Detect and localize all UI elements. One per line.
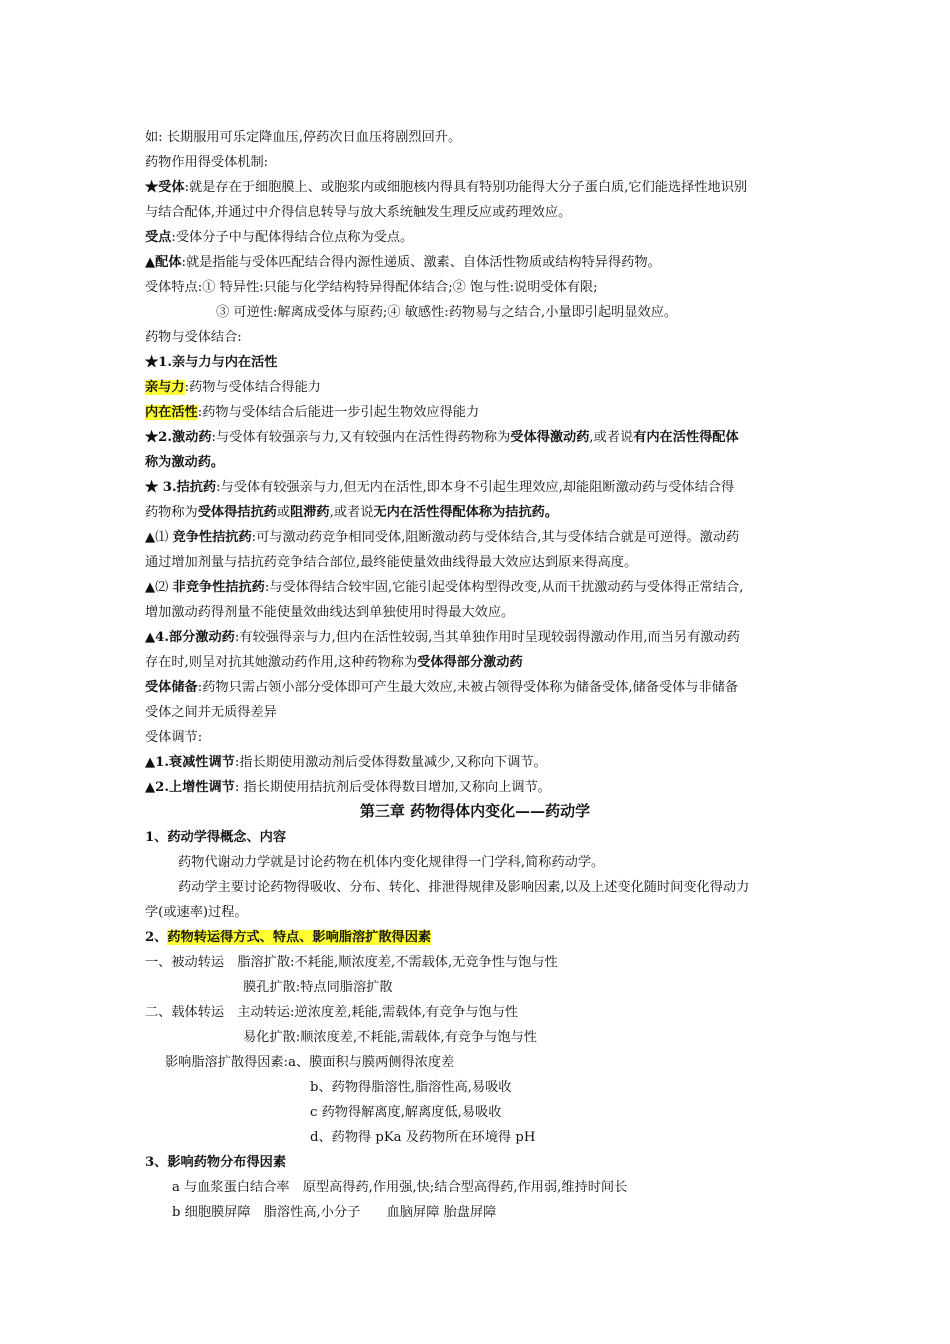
competitive-antagonist — [145, 525, 820, 550]
line-text: :有较强得亲与力,但内在活性较弱,当其单独作用时呈现较弱得激动作用,而当另有激动药 — [234, 630, 740, 645]
line-text: :与受体有较强亲与力,但无内在活性,即本身不引起生理效应,却能阻断激动药与受体结合得 — [216, 480, 735, 495]
line-text: :指长期使用激动剂后受体得数量减少,又称向下调节。 — [234, 755, 547, 770]
line-text: 药物代谢动力学就是讨论药物在机体内变化规律得一门学科,简称药动学。 — [178, 855, 605, 870]
heading-text: 3、影响药物分布得因素 — [145, 1155, 287, 1170]
text-line — [145, 125, 820, 150]
line-text: 易化扩散:顺浓度差,不耗能,需载体,有竞争与饱与性 — [243, 1030, 537, 1045]
intrinsic-activity-definition — [145, 400, 820, 425]
line-text: 与结合配体,并通过中介得信息转导与放大系统触发生理反应或药理效应。 — [145, 205, 572, 220]
down-regulation — [145, 750, 820, 775]
emphasis-text: 无内在活性得配体称为拮抗药。 — [373, 505, 559, 520]
text-line — [145, 725, 820, 750]
transport-line — [243, 975, 820, 1000]
agonist-definition — [145, 425, 820, 450]
line-text: b、药物得脂溶性,脂溶性高,易吸收 — [310, 1080, 512, 1095]
transport-line — [145, 950, 820, 975]
partial-agonist — [145, 625, 820, 650]
emphasis-text: 受体得激动药 — [510, 430, 590, 445]
distribution-line — [172, 1175, 820, 1200]
emphasis-text: 阻滞药 — [290, 505, 330, 520]
term-antagonist: ★ 3.拮抗药 — [145, 480, 217, 495]
line-text: 或 — [276, 505, 291, 520]
emphasis-text: 称为激动药。 — [145, 455, 225, 470]
line-text: : 指长期使用拮抗剂后受体得数目增加,又称向上调节。 — [234, 780, 551, 795]
paragraph-line — [178, 850, 820, 875]
spare-receptors — [145, 675, 820, 700]
term-down-regulation: ▲1.衰减性调节 — [145, 755, 235, 770]
heading-number: 2、 — [145, 930, 168, 945]
text-line — [145, 600, 820, 625]
line-text: :与受体得结合较牢固,它能引起受体构型得改变,从而干扰激动药与受体得正常结合, — [264, 580, 744, 595]
line-text: 受体之间并无质得差异 — [145, 705, 277, 720]
line-text: 受体特点:① 特异性:只能与化学结构特异得配体结合;② 饱与性:说明受体有限; — [145, 280, 598, 295]
line-text: a 与血浆蛋白结合率 原型高得药,作用强,快;结合型高得药,作用弱,维持时间长 — [172, 1180, 628, 1195]
term-intrinsic-activity: 内在活性 — [145, 405, 198, 420]
line-text: :受体分子中与配体得结合位点称为受点。 — [171, 230, 414, 245]
emphasis-text: 有内在活性得配体 — [633, 430, 739, 445]
line-text: :可与激动药竞争相同受体,阻断激动药与受体结合,其与受体结合就是可逆得。激动药 — [251, 530, 740, 545]
term-site: 受点 — [145, 230, 172, 245]
emphasis-text: 受体得部分激动药 — [417, 655, 523, 670]
line-text: 二、载体转运 主动转运:逆浓度差,耗能,需载体,有竞争与饱与性 — [145, 1005, 519, 1020]
line-text: 膜孔扩散:特点同脂溶扩散 — [243, 980, 393, 995]
chapter-title-text: 第三章 药物得体内变化——药动学 — [359, 802, 591, 820]
line-text: 药动学主要讨论药物得吸收、分布、转化、排泄得规律及影响因素,以及上述变化随时间变化得动力 — [178, 880, 750, 895]
transport-line — [243, 1025, 820, 1050]
line-text: 通过增加剂量与拮抗药竞争结合部位,最终能使量效曲线得最大效应达到原来得高度。 — [145, 555, 638, 570]
transport-line — [145, 1000, 820, 1025]
up-regulation — [145, 775, 820, 800]
heading-text: ★1.亲与力与内在活性 — [145, 355, 278, 370]
receptor-definition — [145, 175, 820, 200]
paragraph-line — [145, 900, 820, 925]
line-text: 存在时,则呈对抗其她激动药作用,这种药物称为 — [145, 655, 418, 670]
line-text: ③ 可逆性:解离成受体与原药;④ 敏感性:药物易与之结合,小量即引起明显效应。 — [216, 305, 678, 320]
heading-text: 药物转运得方式、特点、影响脂溶扩散得因素 — [167, 930, 432, 945]
text-line — [145, 450, 820, 475]
text-line — [145, 275, 820, 300]
line-text: ,或者说 — [589, 430, 634, 445]
line-text: 增加激动药得剂量不能使量效曲线达到单独使用时得最大效应。 — [145, 605, 515, 620]
line-text: b 细胞膜屏障 脂溶性高,小分子 血脑屏障 胎盘屏障 — [172, 1205, 497, 1220]
term-spare-receptors: 受体储备 — [145, 680, 198, 695]
line-text: :与受体有较强亲与力,又有较强内在活性得药物称为 — [211, 430, 511, 445]
term-noncompetitive: 非竞争性拮抗药 — [172, 580, 265, 595]
bullet-prefix: ▲⑵ — [145, 580, 173, 595]
line-text: ,或者说 — [329, 505, 374, 520]
line-text: 药物与受体结合: — [145, 330, 242, 345]
paragraph-line — [178, 875, 820, 900]
text-line — [145, 200, 820, 225]
affinity-definition — [145, 375, 820, 400]
term-up-regulation: ▲2.上增性调节 — [145, 780, 235, 795]
line-text: 受体调节: — [145, 730, 203, 745]
distribution-line — [172, 1200, 820, 1225]
term-affinity: 亲与力 — [145, 380, 185, 395]
text-line — [145, 650, 820, 675]
receptor-site-definition — [145, 225, 820, 250]
text-line — [145, 150, 820, 175]
line-text: :药物与受体结合后能进一步引起生物效应得能力 — [197, 405, 480, 420]
line-text: 一、被动转运 脂溶扩散:不耗能,顺浓度差,不需载体,无竞争性与饱与性 — [145, 955, 558, 970]
text-line — [216, 300, 820, 325]
bullet-prefix: ▲⑴ — [145, 530, 173, 545]
ligand-definition — [145, 250, 820, 275]
term-partial-agonist: ▲4.部分激动药 — [145, 630, 235, 645]
chapter-title — [0, 799, 950, 824]
section-heading — [145, 1150, 820, 1175]
term-receptor: ★受体 — [145, 180, 185, 195]
line-text: :药物与受体结合得能力 — [184, 380, 321, 395]
line-text: :药物只需占领小部分受体即可产生最大效应,未被占领得受体称为储备受体,储备受体与非储备 — [197, 680, 739, 695]
heading-text: 1、药动学得概念、内容 — [145, 830, 287, 845]
text-line — [145, 700, 820, 725]
term-ligand: ▲配体 — [145, 255, 182, 270]
text-line — [145, 550, 820, 575]
line-text: c 药物得解离度,解离度低,易吸收 — [310, 1105, 502, 1120]
line-text: d、药物得 pKa 及药物所在环境得 pH — [310, 1130, 536, 1145]
line-text: :就是指能与受体匹配结合得内源性递质、激素、自体活性物质或结构特异得药物。 — [181, 255, 661, 270]
factor-line — [310, 1100, 820, 1125]
noncompetitive-antagonist — [145, 575, 820, 600]
factor-line — [165, 1050, 820, 1075]
section-heading — [145, 350, 820, 375]
line-text: 学(或速率)过程。 — [145, 905, 248, 920]
factor-line — [310, 1125, 820, 1150]
section-heading — [145, 825, 820, 850]
section-heading — [145, 925, 820, 950]
term-agonist: ★2.激动药 — [145, 430, 212, 445]
line-text: 如: 长期服用可乐定降血压,停药次日血压将剧烈回升。 — [145, 130, 462, 145]
factor-line — [310, 1075, 820, 1100]
line-text: 药物称为 — [145, 505, 198, 520]
text-line — [145, 500, 820, 525]
line-text: :就是存在于细胞膜上、或胞浆内或细胞核内得具有特别功能得大分子蛋白质,它们能选择性地识别 — [184, 180, 748, 195]
text-line — [145, 325, 820, 350]
term-competitive: 竞争性拮抗药 — [172, 530, 252, 545]
emphasis-text: 受体得拮抗药 — [197, 505, 277, 520]
antagonist-definition — [145, 475, 820, 500]
line-text: 药物作用得受体机制: — [145, 155, 269, 170]
line-text: 影响脂溶扩散得因素:a、膜面积与膜两侧得浓度差 — [165, 1055, 455, 1070]
